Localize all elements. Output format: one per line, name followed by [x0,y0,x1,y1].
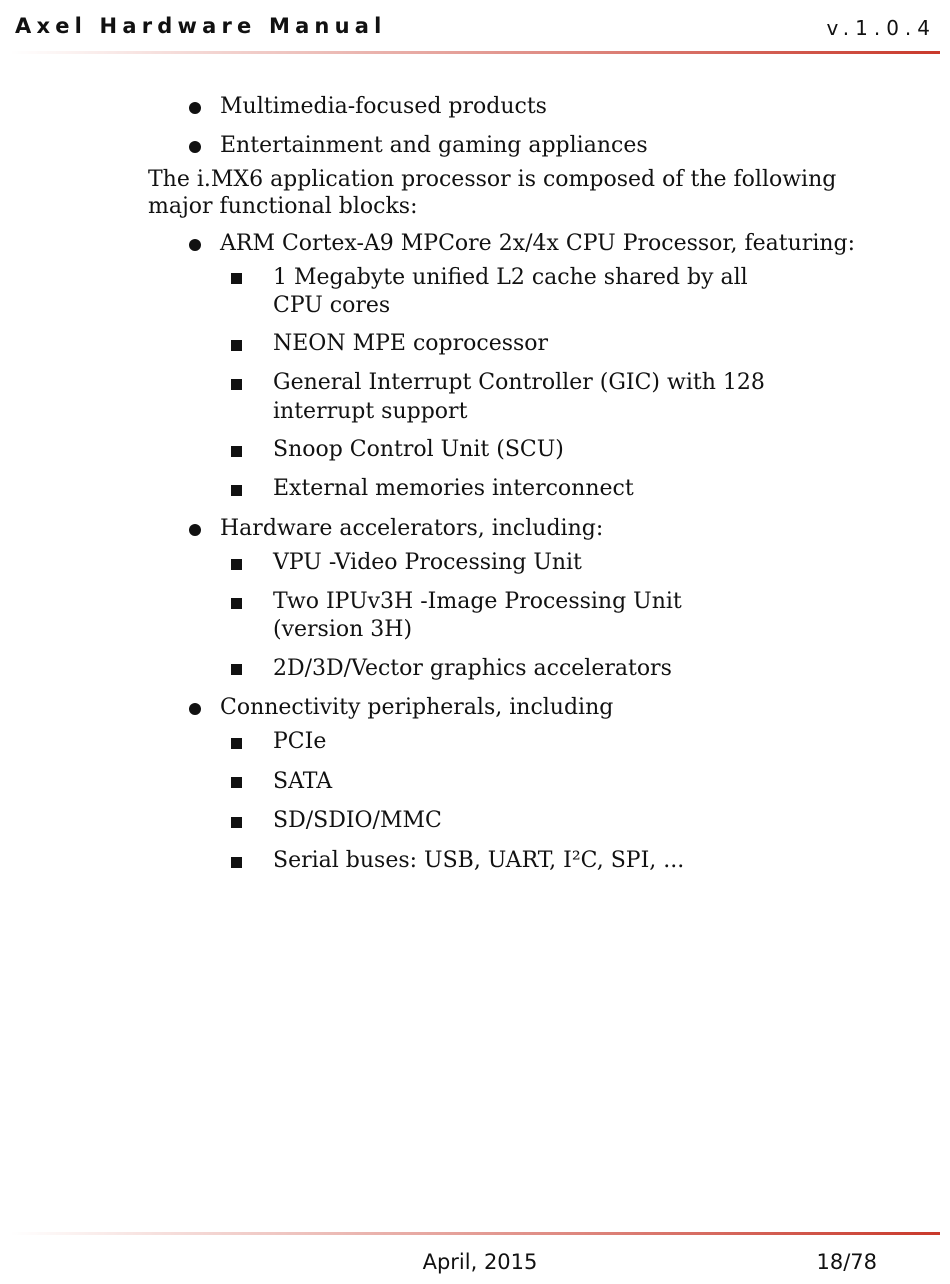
bullet-dot-icon [189,703,201,715]
bullet-square-icon [231,738,242,749]
sub-list-item-continuation: (version 3H) [273,617,413,642]
list-item-heading: Connectivity peripherals, including [220,695,614,720]
document-version: v.1.0.4 [826,16,936,40]
sub-list-item: PCIe [273,729,327,754]
bullet-square-icon [231,559,242,570]
sub-list-item: SATA [273,769,333,794]
sub-list-item: External memories interconnect [273,476,634,501]
header-rule [10,51,940,54]
bullet-dot-icon [189,524,201,536]
page-number: 18/78 [816,1250,877,1274]
bullet-dot-icon [189,102,201,114]
list-item: Multimedia-focused products [220,94,547,119]
bullet-square-icon [231,379,242,390]
sub-list-item: VPU -Video Processing Unit [273,550,582,575]
bullet-square-icon [231,340,242,351]
sub-list-item: 2D/3D/Vector graphics accelerators [273,656,672,681]
paragraph-line: major functional blocks: [148,194,418,219]
bullet-square-icon [231,598,242,609]
sub-list-item: SD/SDIO/MMC [273,808,442,833]
sub-list-item: Two IPUv3H -Image Processing Unit [273,589,682,614]
bullet-square-icon [231,446,242,457]
sub-list-item: Snoop Control Unit (SCU) [273,437,564,462]
bullet-square-icon [231,273,242,284]
bullet-square-icon [231,664,242,675]
document-title: Axel Hardware Manual [15,14,387,38]
sub-list-item-continuation: interrupt support [273,399,468,424]
bullet-square-icon [231,777,242,788]
footer-date: April, 2015 [422,1250,538,1274]
list-item: Entertainment and gaming appliances [220,133,648,158]
sub-list-item: Serial buses: USB, UART, I²C, SPI, ... [273,848,685,873]
bullet-dot-icon [189,239,201,251]
sub-list-item-continuation: CPU cores [273,293,391,318]
sub-list-item: NEON MPE coprocessor [273,331,549,356]
list-item-heading: Hardware accelerators, including: [220,516,604,541]
bullet-square-icon [231,817,242,828]
footer-rule [10,1232,940,1235]
sub-list-item: 1 Megabyte unified L2 cache shared by all [273,265,748,290]
page-header [0,0,950,58]
bullet-dot-icon [189,141,201,153]
paragraph-line: The i.MX6 application processor is composed of the following [148,167,837,192]
sub-list-item: General Interrupt Controller (GIC) with 128 [273,370,765,395]
bullet-square-icon [231,857,242,868]
bullet-square-icon [231,485,242,496]
list-item-heading: ARM Cortex-A9 MPCore 2x/4x CPU Processor, featuring: [220,231,856,256]
